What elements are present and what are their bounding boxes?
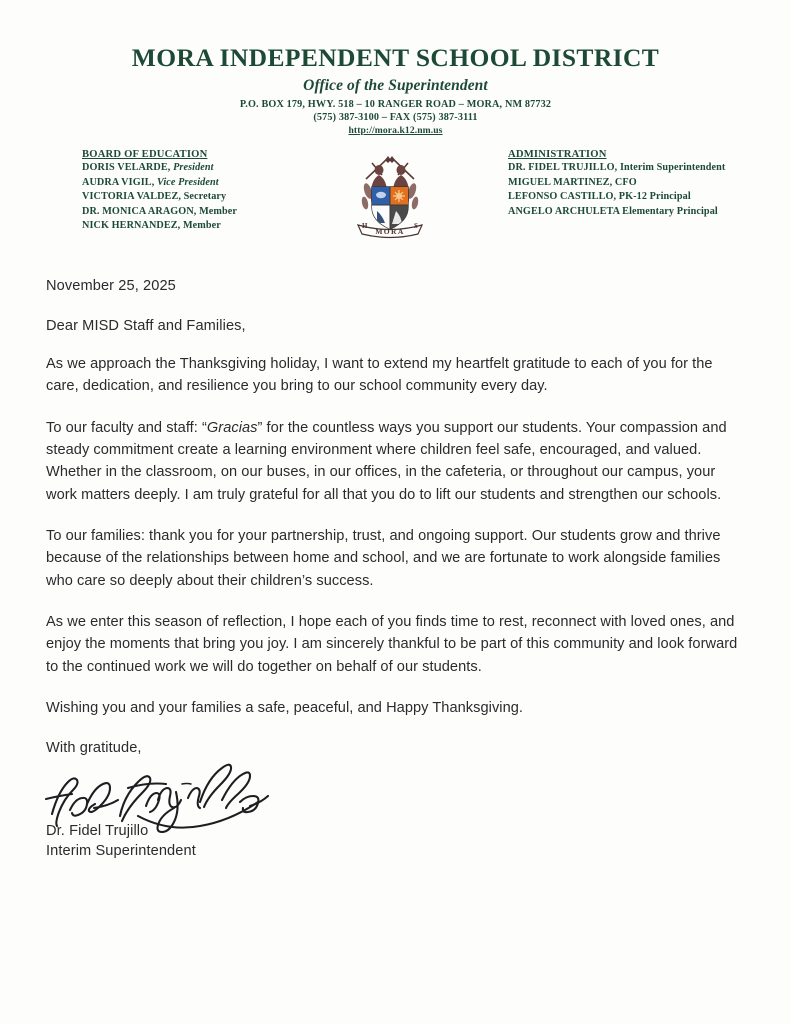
admin-member-name: ANGELO ARCHULETA xyxy=(508,205,620,217)
closing-line: With gratitude, xyxy=(46,740,142,757)
admin-member-name: MIGUEL MARTINEZ, xyxy=(508,176,613,188)
paragraph-lead-text: To our faculty and staff: “ xyxy=(46,419,207,436)
paragraph-gratitude: As we approach the Thanksgiving holiday, I want to extend my heartfelt gratitude to each of you for the care, dedication, and resilience you bring to our school community every day. xyxy=(46,356,713,395)
admin-member-name: DR. FIDEL TRUJILLO, xyxy=(508,162,618,174)
svg-text:S: S xyxy=(414,222,418,231)
board-member xyxy=(82,190,237,204)
admin-member xyxy=(508,161,725,175)
crest-banner-text: MORA xyxy=(375,227,405,237)
letterhead xyxy=(0,0,791,136)
board-member-role: Secretary xyxy=(183,191,227,203)
letter-body xyxy=(46,278,742,862)
board-member-name: AUDRA VIGIL, xyxy=(82,176,155,188)
masthead xyxy=(0,145,791,245)
gracias-emphasis: Gracias xyxy=(206,419,258,436)
admin-member xyxy=(508,205,725,219)
administration-heading: ADMINISTRATION xyxy=(508,149,607,161)
board-member-role: Member xyxy=(182,219,221,231)
administration-block xyxy=(508,149,725,219)
admin-member-role: PK-12 Principal xyxy=(618,191,691,203)
website-link[interactable]: http://mora.k12.nm.us xyxy=(348,125,443,137)
paragraph-faculty-staff xyxy=(46,417,742,506)
office-subtitle: Office of the Superintendent xyxy=(303,77,488,95)
paragraph-wishes: Wishing you and your families a safe, peaceful, and Happy Thanksgiving. xyxy=(46,699,524,716)
board-member xyxy=(82,161,237,175)
paragraph-rest-text: ” for the countless ways you support our students. Your compassion and steady commitment create a learning environment where children feel safe, encouraged, and valued. Whether in the classroom, on our buses, in our offices, in the cafeteria, or throughout our campus, your work matters deeply. I am truly grateful for all that you do to lift our students and strengthen our schools. xyxy=(46,419,727,503)
address-line: P.O. BOX 179, HWY. 518 – 10 RANGER ROAD – MORA, NM 87732 xyxy=(239,99,552,111)
paragraph-reflection: As we enter this season of reflection, I hope each of you finds time to rest, reconnect with loved ones, and enjoy the moments that bring you joy. I am sincerely thankful to be part of this community and look forward to the continued work we will do together on behalf of our students. xyxy=(46,613,738,675)
board-member-name: DR. MONICA ARAGON, xyxy=(82,205,197,217)
salutation: Dear MISD Staff and Families, xyxy=(46,318,246,334)
phone-fax-line: (575) 387-3100 – FAX (575) 387-3111 xyxy=(313,112,478,124)
board-member xyxy=(82,176,237,190)
district-name: MORA INDEPENDENT SCHOOL DISTRICT xyxy=(131,43,660,72)
svg-text:H: H xyxy=(362,222,368,231)
board-member-role: President xyxy=(173,162,214,174)
admin-member-role: Elementary Principal xyxy=(622,205,718,217)
admin-member xyxy=(508,190,725,204)
signer-title: Interim Superintendent xyxy=(46,842,196,859)
admin-member-role: Interim Superintendent xyxy=(619,162,726,174)
signature-block xyxy=(46,758,742,861)
board-member-role: Vice President xyxy=(157,176,219,188)
board-member-name: DORIS VELARDE, xyxy=(82,162,171,174)
board-member xyxy=(82,219,237,233)
school-crest-icon xyxy=(346,145,434,241)
board-member-name: NICK HERNANDEZ, xyxy=(82,219,181,231)
board-member-name: VICTORIA VALDEZ, xyxy=(82,191,181,203)
board-of-education-block xyxy=(82,149,237,233)
admin-member-name: LEFONSO CASTILLO, xyxy=(508,191,617,203)
board-member-role: Member xyxy=(199,205,238,217)
board-heading: BOARD OF EDUCATION xyxy=(82,149,208,161)
paragraph-families: To our families: thank you for your partnership, trust, and ongoing support. Our students grow and thrive because of the relationships between home and school, and we are fortunate to work alongside families who care so deeply about their children’s success. xyxy=(46,527,721,589)
admin-member-role: CFO xyxy=(614,176,637,188)
signer-name: Dr. Fidel Trujillo xyxy=(46,823,149,840)
letter-date: November 25, 2025 xyxy=(46,278,176,294)
admin-member xyxy=(508,176,725,190)
board-member xyxy=(82,205,237,219)
